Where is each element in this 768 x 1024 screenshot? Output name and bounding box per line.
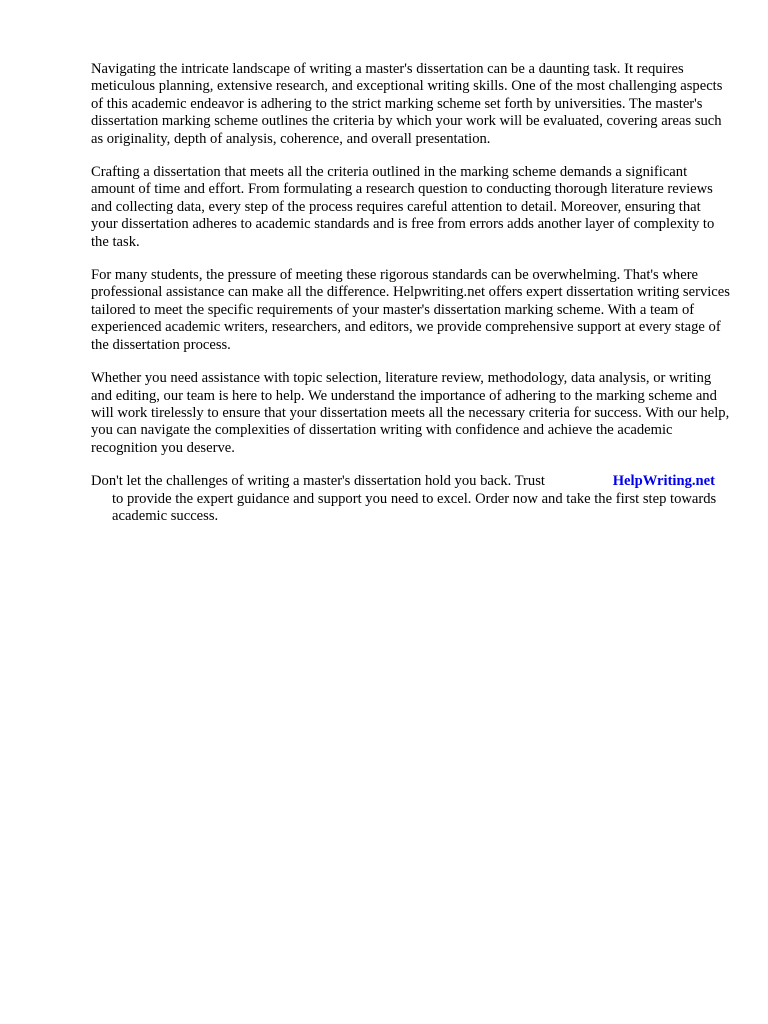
paragraph-crafting: Crafting a dissertation that meets all the criteria outlined in the marking scheme demands a significant amount of time and effort. From formulating a research question to conducting thorough literature reviews and collecting data, every step of the process requires careful attention to detail. Moreover, ensuring that your dissertation adheres to academic standards and is free from errors adds another layer of complexity to the task. xyxy=(91,164,715,250)
closing-text-after-link: to provide the expert guidance and support you need to excel. Order now and take the first step towards academic success. xyxy=(112,490,717,524)
closing-first-line xyxy=(91,473,731,490)
closing-text-before-link: Don't let the challenges of writing a master's dissertation hold you back. Trust xyxy=(91,473,545,490)
paragraph-intro: Navigating the intricate landscape of writing a master's dissertation can be a daunting task. It requires meticulous planning, extensive research, and exceptional writing skills. One of the most challenging aspects of this academic endeavor is adhering to the strict marking scheme set forth by universities. The master's dissertation marking scheme outlines the criteria by which your work will be evaluated, covering areas such as originality, depth of analysis, coherence, and overall presentation. xyxy=(91,61,723,147)
paragraph-closing xyxy=(91,473,731,525)
document-body xyxy=(91,61,731,525)
paragraph-assistance: Whether you need assistance with topic selection, literature review, methodology, data analysis, or writing and editing, our team is here to help. We understand the importance of adhering to the marking scheme and will work tirelessly to ensure that your dissertation meets all the necessary criteria for success. With our help, you can navigate the complexities of dissertation writing with confidence and achieve the academic recognition you deserve. xyxy=(91,370,730,456)
helpwriting-link[interactable]: HelpWriting.net xyxy=(612,473,715,490)
paragraph-pressure: For many students, the pressure of meeting these rigorous standards can be overwhelming. That's where professional assistance can make all the difference. Helpwriting.net offers expert dissertation writing services tailored to meet the specific requirements of your master's dissertation marking scheme. With a team of experienced academic writers, researchers, and editors, we provide comprehensive support at every stage of the dissertation process. xyxy=(91,267,730,353)
